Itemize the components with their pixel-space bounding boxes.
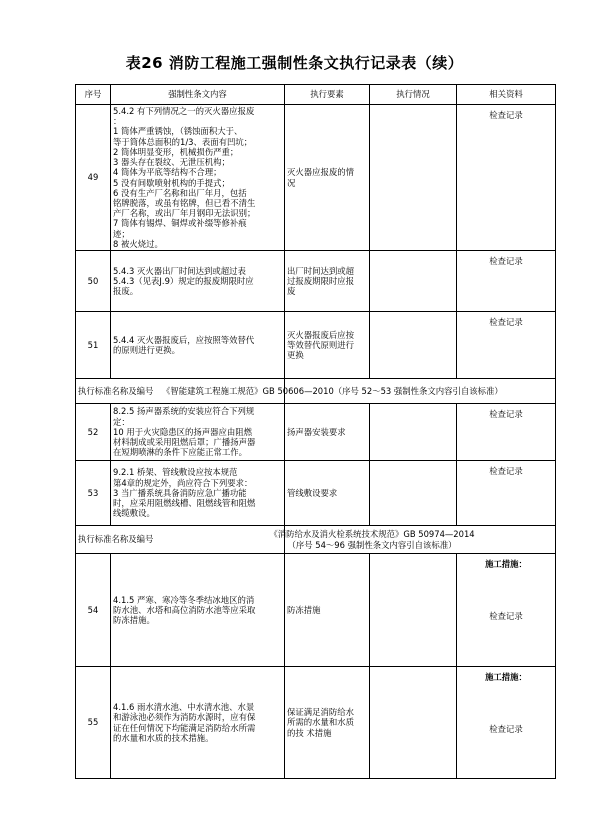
clause-content: 5.4.2 有下列情况之一的灭火器应报废 ： 1 筒体严重锈蚀，（锈蚀面积大于、 等于筒体总面积的1/3、表面有凹坑； 2 筒体明显变形，机械损伤严重； 3 器头存在裂纹、无泄压机构； 4 筒体为平底等结构不合理； 5 没有间歇喷射机构的手提式； 6 没有生产厂名称和出厂年月，包括 铭牌脱落，或虽有铭牌，但已看不清生 产厂名称，或出厂年月钢印无法识别； 7 筒体有锡焊、铜焊或补缀等修补痕 迹； 8 被火烧过。 (111, 105, 285, 251)
reference-text: 检查记录 (489, 724, 523, 735)
execution-element: 防冻措施 (285, 554, 370, 667)
table-row (76, 251, 556, 312)
execution-element: 扬声器安装要求 (285, 404, 370, 461)
construction-measures-label: 施工措施： (485, 672, 527, 682)
execution-element: 灭火器报废后应按 等效替代原则进行 更换 (285, 312, 370, 379)
table-row (76, 404, 556, 461)
reference-text: 检查记录 (489, 256, 523, 266)
table-row (76, 461, 556, 526)
reference-text: 检查记录 (489, 409, 523, 419)
reference-cell (457, 312, 556, 379)
execution-element: 灭火器应报废的情 况 (285, 105, 370, 251)
standard-text: 《智能建筑工程施工规范》GB 50606—2010（序号 52～53 强制性条文内容引自该标准） (162, 385, 503, 396)
clause-content: 8.2.5 扬声器系统的安装应符合下列规 定： 10 用于火灾隐患区的扬声器应由阻燃 材料制成或采用阻燃后罩；广播扬声器 在短期喷淋的条件下应能正常工作。 (111, 404, 285, 461)
execution-status-cell[interactable] (370, 554, 457, 667)
reference-cell (457, 461, 556, 526)
row-number: 51 (76, 312, 111, 379)
header-row (76, 85, 556, 105)
clause-content: 4.1.5 严寒、寒冷等冬季结冰地区的消 防水池、水塔和高位消防水池等应采取 防冻措施。 (111, 554, 285, 667)
execution-status-cell[interactable] (370, 404, 457, 461)
clause-content: 4.1.6 雨水清水池、中水清水池、水景 和游泳池必须作为消防水源时，应有保 证在任何情况下均能满足消防给水所需 的水量和水质的技术措施。 (111, 667, 285, 779)
execution-status-cell[interactable] (370, 667, 457, 779)
clause-content: 5.4.4 灭火器报废后，应按照等效替代 的原则进行更换。 (111, 312, 285, 379)
reference-cell (457, 251, 556, 312)
row-number: 54 (76, 554, 111, 667)
reference-cell (457, 105, 556, 251)
header-no: 序号 (76, 85, 111, 105)
table-row (76, 312, 556, 379)
reference-text: 检查记录 (489, 110, 523, 120)
page-title: 表26 消防工程施工强制性条文执行记录表（续） (125, 54, 464, 72)
execution-element: 保证满足消防给水 所需的水量和水质 的技 术措施 (285, 667, 370, 779)
row-number: 53 (76, 461, 111, 526)
header-reference: 相关资料 (457, 85, 556, 105)
reference-text: 检查记录 (489, 317, 523, 327)
table-row (76, 667, 556, 779)
reference-text: 检查记录 (489, 466, 523, 476)
execution-status-cell[interactable] (370, 251, 457, 312)
execution-status-cell[interactable] (370, 461, 457, 526)
reference-cell (457, 404, 556, 461)
reference-cell (457, 554, 556, 667)
standard-text-line1: 《消防给水及消火栓系统技术规范》GB 50974—2014 (269, 529, 475, 540)
clause-content: 9.2.1 桥架、管线敷设应按本规范 第4章的规定外，尚应符合下列要求： 3 当广播系统具备消防应急广播功能 时，应采用阻燃线槽、阻燃线管和阻燃 线缆敷设。 (111, 461, 285, 526)
standard-row (76, 379, 556, 404)
standard-text-cell (76, 379, 503, 404)
row-number: 50 (76, 251, 111, 312)
standard-label: 执行标准名称及编号 (78, 385, 154, 396)
clause-content: 5.4.3 灭火器出厂时间达到或超过表 5.4.3（见表J.9）规定的报废期限时应 报废。 (111, 251, 285, 312)
record-table (75, 84, 556, 779)
header-requirement: 执行要素 (285, 85, 370, 105)
construction-measures-label: 施工措施： (485, 559, 527, 569)
standard-row (76, 526, 556, 554)
execution-element: 管线敷设要求 (285, 461, 370, 526)
table-row (76, 554, 556, 667)
execution-element: 出厂时间达到或超 过报废期限时应报 废 (285, 251, 370, 312)
reference-cell (457, 667, 556, 779)
standard-text-line2: （序号 54～96 强制性条文内容引自该标准） (287, 539, 457, 550)
execution-status-cell[interactable] (370, 105, 457, 251)
header-content: 强制性条文内容 (111, 85, 285, 105)
table-row (76, 105, 556, 251)
standard-text-cell (269, 526, 556, 554)
row-number: 55 (76, 667, 111, 779)
standard-label: 执行标准名称及编号 (76, 526, 285, 554)
header-status: 执行情况 (370, 85, 457, 105)
execution-status-cell[interactable] (370, 312, 457, 379)
row-number: 49 (76, 105, 111, 251)
row-number: 52 (76, 404, 111, 461)
reference-text: 检查记录 (489, 611, 523, 622)
